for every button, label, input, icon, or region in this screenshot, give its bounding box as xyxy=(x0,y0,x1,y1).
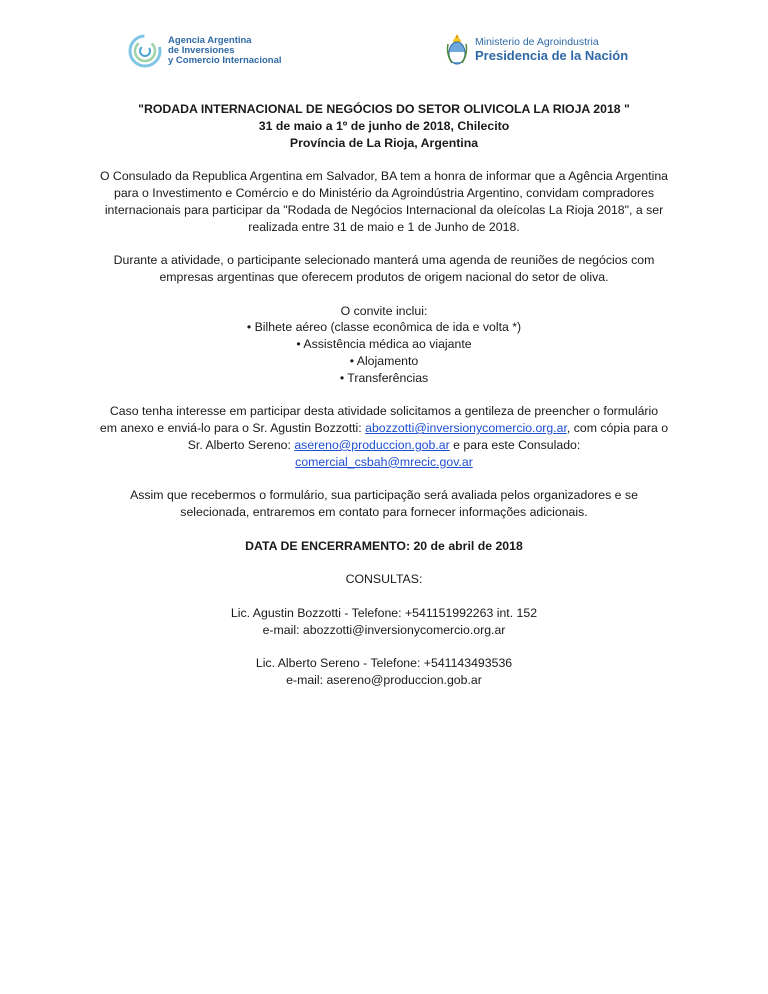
invite-item: • Transferências xyxy=(339,370,429,385)
event-dates: 31 de maio a 1º de junho de 2018, Chilecito xyxy=(258,118,510,133)
ministerio-logo-text xyxy=(475,36,628,62)
letterhead xyxy=(0,30,768,80)
intro-line: realizada entre 31 de maio e 1 de Junho de 2018. xyxy=(248,219,520,234)
interest-line: Caso tenha interesse em participar desta atividade solicitamos a gentileza de preencher o formulário xyxy=(109,404,659,419)
bozzotti-email-link[interactable]: abozzotti@inversionycomercio.org.ar xyxy=(365,421,567,436)
followup-line: Assim que recebermos o formulário, sua participação será avaliada pelos organizadores e se xyxy=(130,488,638,503)
invite-item: • Alojamento xyxy=(349,353,419,368)
intro-line: para o Investimento e Comércio e do Ministério da Agroindústria Argentino, convidam compradores xyxy=(114,185,654,200)
contact-line: Lic. Agustin Bozzotti - Telefone: +541151992263 int. 152 xyxy=(230,605,538,620)
agencia-logo-line3: y Comercio Internacional xyxy=(168,55,282,66)
invite-item: • Bilhete aéreo (classe econômica de ida e volta *) xyxy=(246,320,522,335)
letter-body xyxy=(80,101,688,689)
contact-line: Lic. Alberto Sereno - Telefone: +541143493536 xyxy=(255,656,513,671)
invite-item: • Assistência médica ao viajante xyxy=(296,337,472,352)
interest-line xyxy=(80,437,688,454)
intro-line: internacionais para participar da "Rodada de Negócios Internacional da oleícolas La Rioja 2018", a ser xyxy=(104,202,664,217)
activity-line: Durante a atividade, o participante selecionado manterá uma agenda de reuniões de negócios com xyxy=(113,253,655,268)
ministerio-logo-line1: Ministerio de Agroindustria xyxy=(475,36,599,48)
event-location: Província de La Rioja, Argentina xyxy=(289,135,479,150)
followup-line: selecionada, entraremos em contato para fornecer informações adicionais. xyxy=(180,505,588,520)
contact-email: e-mail: asereno@produccion.gob.ar xyxy=(286,673,482,688)
contact-email: e-mail: abozzotti@inversionycomercio.org.ar xyxy=(262,622,506,637)
interest-text: e para este Consulado: xyxy=(449,437,581,452)
sereno-email-link[interactable]: asereno@produccion.gob.ar xyxy=(294,437,450,452)
invite-heading: O convite inclui: xyxy=(340,303,428,318)
ministerio-logo-line2: Presidencia de la Nación xyxy=(475,48,629,63)
intro-line: O Consulado da Republica Argentina em Salvador, BA tem a honra de informar que a Agência Argentina xyxy=(99,169,669,184)
agencia-argentina-logo xyxy=(128,34,282,68)
activity-line: empresas argentinas que oferecem produtos de origem nacional do setor de oliva. xyxy=(159,269,609,284)
agencia-logo-line1: Agencia Argentina xyxy=(168,35,252,46)
interest-text: , com cópia para o xyxy=(566,421,669,436)
deadline: DATA DE ENCERRAMENTO: 20 de abril de 2018 xyxy=(245,538,523,553)
consulado-email-link[interactable]: comercial_csbah@mrecic.gov.ar xyxy=(295,454,473,469)
agencia-circle-icon xyxy=(128,34,162,68)
agencia-logo-text xyxy=(168,36,282,66)
interest-line xyxy=(80,454,688,471)
agencia-logo-line2: de Inversiones xyxy=(168,45,235,56)
ministerio-logo xyxy=(446,32,628,66)
document-title: "RODADA INTERNACIONAL DE NEGÓCIOS DO SETOR OLIVICOLA LA RIOJA 2018 " xyxy=(138,102,630,116)
interest-text: Sr. Alberto Sereno: xyxy=(187,437,295,452)
consultas-heading: CONSULTAS: xyxy=(345,572,423,587)
interest-line xyxy=(80,420,688,437)
interest-text: em anexo e enviá-lo para o Sr. Agustin Bozzotti: xyxy=(99,421,366,436)
coat-of-arms-icon xyxy=(446,32,468,66)
